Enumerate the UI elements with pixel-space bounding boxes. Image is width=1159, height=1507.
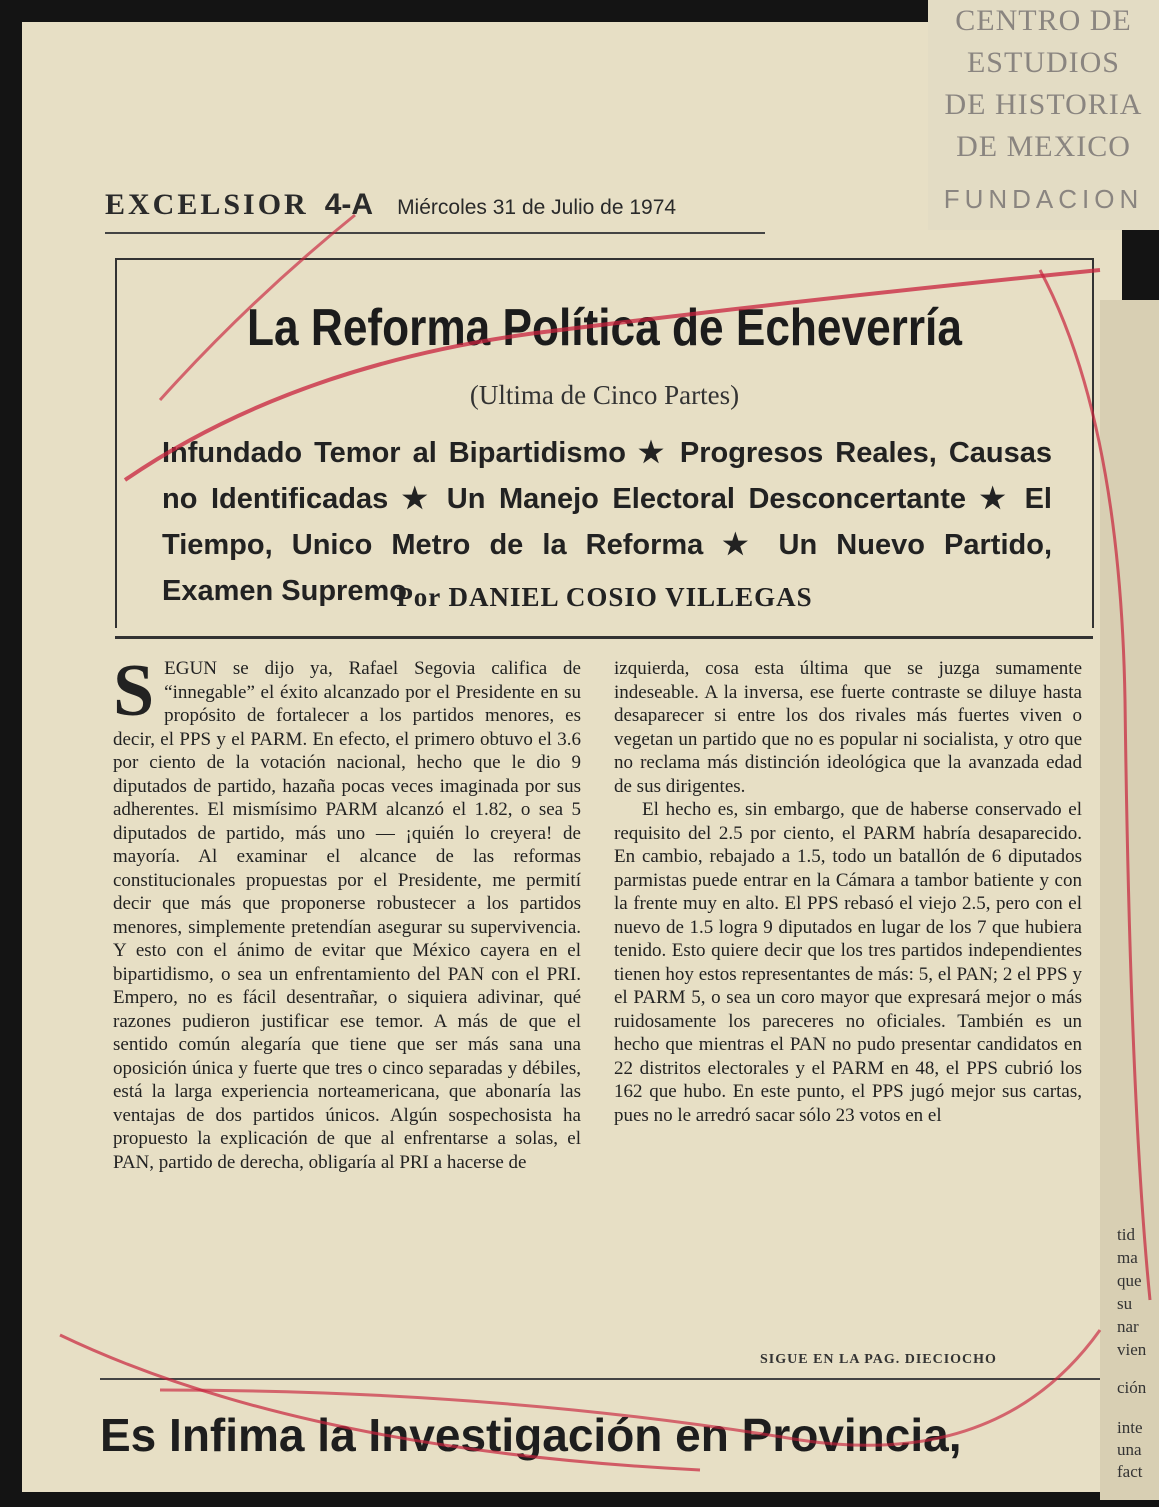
red-pencil-stroke [125,270,1100,480]
edge-fragment: ma [1117,1248,1138,1267]
stamp-line: CENTRO DE [955,4,1132,37]
page-number: 4-A [324,188,374,221]
newspaper-name: EXCELSIOR [105,188,309,221]
edge-fragment: que [1117,1271,1142,1290]
edge-fragment: tid [1117,1225,1135,1244]
edge-fragment: inte [1117,1418,1143,1437]
column-1-text: EGUN se dijo ya, Rafael Segovia califica de “innegable” el éxito alcanzado por el Presidente en su propósito de fortalecer a los partidos menores, es decir, el PPS y el PARM. En efecto, el primero obtuvo el 3.6 por ciento de la votación nacional, hecho que le dio 9 diputados de partido, hazaña pocas veces imaginada por sus adherentes. El mismísimo PARM alcanzó el 1.82, o sea 5 diputados de partido, más uno — ¡quién lo creyera! de mayoría. Al examinar el alcance de las reformas constitucionales propuestas por el Presidente, me permití decir que más que proponerse robustecer a los partidos menores, simplemente pretendían asegurar su supervivencia. Y esto con el ánimo de evitar que México cayera en el bipartidismo, o sea un enfrentamiento del PAN con el PRI. Empero, no es fácil desentrañar, o siquiera adivinar, qué razones pudieron justificar ese temor. A más de que el sentido común alegaría que tiene que ser más sana una oposición única y fuerte que tres o cinco separadas y débiles, está la larga experiencia norteamericana, que abonaría las ventajas de dos partidos únicos. Algún sospechosista ha propuesto la explicación de que al enfrentarse a solas, el PAN, partido de derecha, obligaría al PRI a hacerse de [113,658,581,1173]
stamp-line: DE MEXICO [956,130,1131,163]
stamp-line: DE HISTORIA [944,88,1143,121]
edge-fragment: fact [1117,1462,1143,1481]
red-pencil-stroke [60,1335,700,1470]
article-title: La Reforma Política de Echeverría [247,299,962,357]
edge-fragment: vien [1117,1340,1147,1359]
article-byline: Por DANIEL COSIO VILLEGAS [396,582,813,612]
red-pencil-stroke [160,1330,1100,1445]
issue-date: Miércoles 31 de Julio de 1974 [397,196,677,219]
article-deck: Infundado Temor al Bipartidismo ★ Progresos Reales, Causas no Identificadas ★ Un Manejo Electoral Desconcertante ★ El Tiempo, Unico Metro de la Reforma ★ Un Nuevo Partido, Examen Supremo [162,437,1052,607]
edge-fragment: su [1117,1294,1133,1313]
article-subtitle: (Ultima de Cinco Partes) [469,380,740,410]
edge-fragment: nar [1117,1317,1139,1336]
stamp-line: ESTUDIOS [966,46,1120,79]
red-pencil-stroke [1040,270,1150,1300]
next-article-headline: Es Infima la Investigación en Provincia, [100,1409,962,1461]
stamp-foundation: FUNDACION [943,184,1144,214]
edge-fragment: ción [1117,1378,1147,1397]
column-2-paragraph-2: El hecho es, sin embargo, que de haberse conservado el requisito del 2.5 por ciento, el PARM habría desaparecido. En cambio, rebajado a 1.5, todo un batallón de 6 diputados parmistas puede entrar en la Cámara a tambor batiente y con la frente muy en alto. El PPS rebasó el viejo 2.5, pero con el nuevo de 1.5 logra 9 diputados en lugar de los 7 que hubiera tenido. Esto quiere decir que los tres partidos independientes tienen hoy estos representantes de más: 5, el PAN; 2 el PPS y el PARM 5, o sea un coro mayor que expresará mejor o más ruidosamente los pareceres no oficiales. También es un hecho que mientras el PAN no pudo presentar candidatos en 22 distritos electorales y el PARM en 48, el PPS cubrió los 162 que hubo. En este punto, el PPS jugó mejor sus cartas, pues no le arredró sacar sólo 23 votos en el [614,799,1082,1126]
drop-cap: S [113,650,155,732]
continued-note: SIGUE EN LA PAG. DIECIOCHO [760,1352,997,1367]
red-pencil-stroke [160,215,355,400]
edge-fragment: una [1117,1440,1142,1459]
column-2-paragraph-1: izquierda, cosa esta última que se juzga sumamente indeseable. A la inversa, ese fuerte contraste se diluye hasta desaparecer si entre los dos rivales más fuertes viven o vegetan un partido que no es popular ni socialista, y otro que no reclama más distinción ideológica que la avanzada edad de sus dirigentes. [614,658,1082,797]
